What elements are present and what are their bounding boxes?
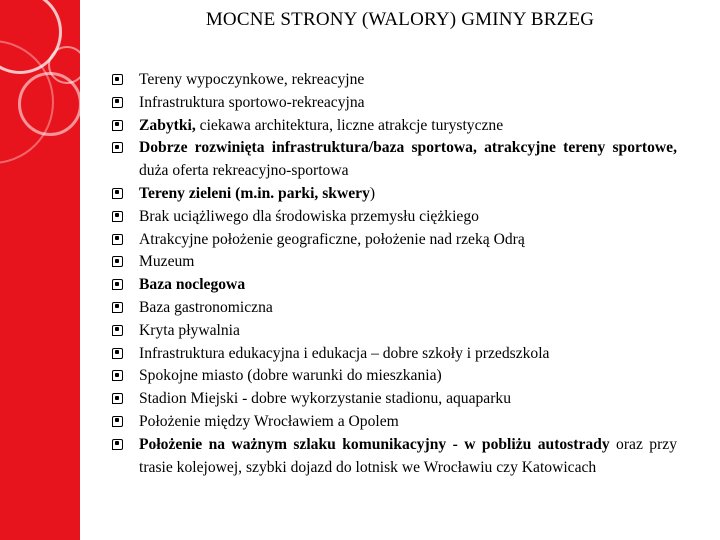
list-item — [112, 434, 677, 480]
list-item-text: Atrakcyjne położenie geograficzne, położenie nad rzeką Odrą — [139, 230, 525, 248]
list-item-text: Położenie na ważnym szlaku komunikacyjny - w pobliżu autostrady — [139, 435, 610, 453]
checkbox-bullet-icon — [112, 439, 123, 450]
list-item — [112, 297, 677, 320]
decorative-side-band — [0, 0, 80, 540]
list-item-text: oraz przy trasie kolejowej, szybki dojazd do lotnisk we Wrocławiu czy Katowicach — [139, 435, 678, 476]
slide-title: MOCNE STRONY (WALORY) GMINY BRZEG — [205, 9, 595, 30]
list-item-text: Infrastruktura edukacyjna i edukacja – dobre szkoły i przedszkola — [139, 344, 550, 362]
checkbox-bullet-icon — [112, 97, 123, 108]
checkbox-bullet-icon — [112, 348, 123, 359]
checkbox-bullet-icon — [112, 188, 123, 199]
list-item — [112, 251, 677, 274]
list-item-text: Infrastruktura sportowo-rekreacyjna — [139, 93, 365, 111]
list-item-text: Stadion Miejski - dobre wykorzystanie stadionu, aquaparku — [139, 390, 512, 408]
checkbox-bullet-icon — [112, 279, 123, 290]
decorative-ring-icon — [48, 46, 80, 84]
checkbox-bullet-icon — [112, 211, 123, 222]
list-item — [112, 411, 677, 434]
checkbox-bullet-icon — [112, 370, 123, 381]
checkbox-bullet-icon — [112, 325, 123, 336]
list-item-text: Tereny wypoczynkowe, rekreacyjne — [139, 71, 365, 88]
list-item-text: Dobrze rozwinięta infrastruktura/baza sportowa, atrakcyjne tereny sportowe, — [139, 139, 677, 157]
checkbox-bullet-icon — [112, 234, 123, 245]
list-item — [112, 365, 677, 388]
list-item-text: ciekawa architektura, liczne atrakcje turystyczne — [195, 116, 504, 134]
checkbox-bullet-icon — [112, 416, 123, 427]
list-item — [112, 388, 677, 411]
list-item-text: duża oferta rekreacyjno-sportowa — [139, 162, 349, 180]
list-item — [112, 229, 677, 252]
list-item — [112, 69, 677, 92]
list-item-text: Baza noclegowa — [139, 276, 246, 294]
list-item — [112, 183, 677, 206]
list-item-text: Baza gastronomiczna — [139, 298, 273, 316]
checkbox-bullet-icon — [112, 120, 123, 131]
list-item-text: ) — [369, 184, 376, 202]
list-item — [112, 206, 677, 229]
checkbox-bullet-icon — [112, 302, 123, 313]
checkbox-bullet-icon — [112, 256, 123, 267]
list-item — [112, 137, 677, 183]
list-item — [112, 115, 677, 138]
list-item — [112, 343, 677, 366]
checkbox-bullet-icon — [112, 393, 123, 404]
checkbox-bullet-icon — [112, 74, 123, 85]
list-item-text: Kryta pływalnia — [139, 321, 240, 339]
list-item — [112, 274, 677, 297]
list-item-text: Tereny zieleni (m.in. parki, skwery — [139, 184, 370, 202]
list-item-text: Spokojne miasto (dobre warunki do mieszkania) — [139, 367, 442, 385]
list-item-text: Położenie między Wrocławiem a Opolem — [139, 412, 399, 430]
list-item-text: Muzeum — [139, 253, 195, 271]
list-item-text: Zabytki, — [139, 116, 196, 134]
list-item-text: Brak uciążliwego dla środowiska przemysłu ciężkiego — [139, 207, 479, 225]
list-item — [112, 92, 677, 115]
checkbox-bullet-icon — [112, 142, 123, 153]
strengths-list — [112, 69, 677, 479]
list-item — [112, 320, 677, 343]
